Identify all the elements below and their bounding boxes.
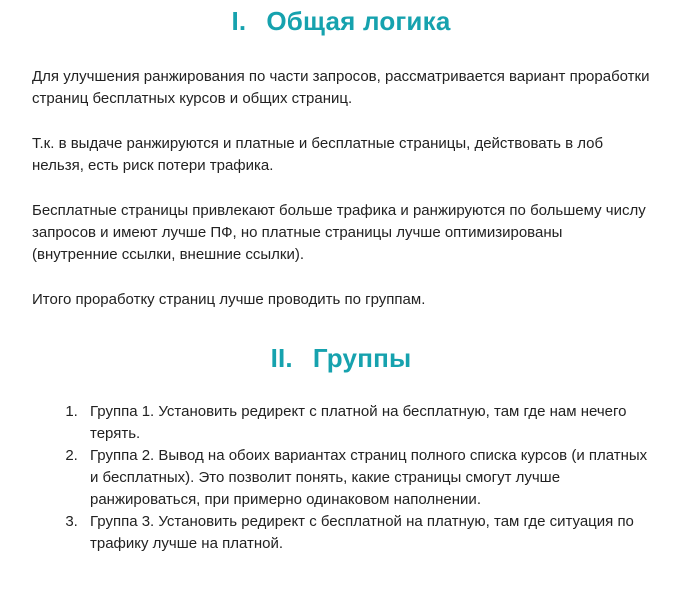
list-item-group-1: 1. Группа 1. Установить редирект с платной на бесплатную, там где нам нечего терять.	[82, 401, 650, 445]
list-item-group-3: 3. Группа 3. Установить редирект с бесплатной на платную, там где ситуация по трафику лучше на платной.	[82, 511, 650, 555]
section-general-logic	[32, 6, 650, 311]
paragraph-traffic-risk: Т.к. в выдаче ранжируются и платные и бесплатные страницы, действовать в лоб нельзя, есть риск потери трафика.	[32, 135, 604, 174]
numbered-list-groups	[32, 401, 650, 555]
list-item-group-2: 2. Группа 2. Вывод на обоих вариантах страниц полного списка курсов (и платных и бесплатных). Это позволит понять, какие страницы смогут лучше ранжироваться, при примерно одинаковом наполнении.	[82, 445, 650, 511]
heading-numeral: I.	[231, 6, 247, 36]
heading-title: Общая логика	[266, 6, 451, 36]
section-heading-groups	[32, 343, 650, 373]
paragraph-conclusion-groups: Итого проработку страниц лучше проводить по группам.	[32, 291, 426, 308]
heading-title: Группы	[312, 343, 412, 373]
section-heading-general-logic	[32, 6, 650, 36]
paragraph-rank-improvement: Для улучшения ранжирования по части запросов, рассматривается вариант проработки страниц бесплатных курсов и общих страниц.	[32, 68, 650, 107]
section-groups	[32, 343, 650, 555]
heading-numeral: II.	[270, 343, 293, 373]
paragraph-free-vs-paid: Бесплатные страницы привлекают больше трафика и ранжируются по большему числу запросов и имеют лучше ПФ, но платные страницы лучше оптимизированы (внутренние ссылки, внешние ссылки).	[32, 202, 646, 263]
